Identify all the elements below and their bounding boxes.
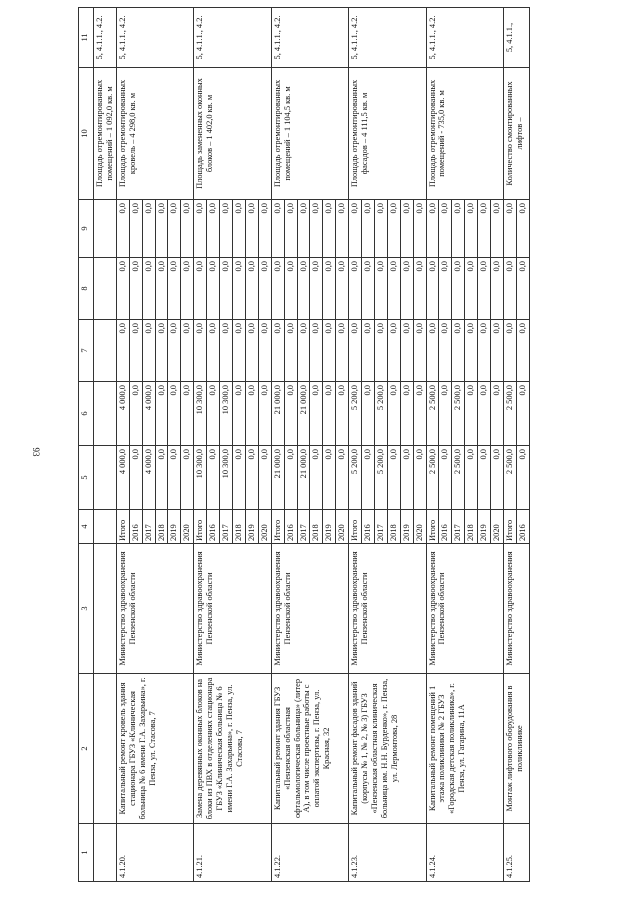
amount-cell: 0,0 xyxy=(168,446,181,510)
amount-cell: 0,0 xyxy=(245,320,258,382)
amount-cell: 0,0 xyxy=(323,320,336,382)
amount-cell: 0,0 xyxy=(452,200,465,258)
amount-cell: 0,0 xyxy=(516,446,529,510)
amount-cell: 0,0 xyxy=(413,200,426,258)
year-cell: 2019 xyxy=(245,510,258,544)
amount-cell: 0,0 xyxy=(245,200,258,258)
amount-cell: 0,0 xyxy=(362,446,375,510)
amount-cell: 4 000,0 xyxy=(116,446,129,510)
table-row xyxy=(504,8,517,882)
amount-cell: 0,0 xyxy=(258,200,271,258)
amount-cell: 0,0 xyxy=(129,382,142,446)
activity-number: 4.1.24. xyxy=(426,824,503,882)
amount-cell: 4 000,0 xyxy=(116,382,129,446)
amount-cell: 0,0 xyxy=(504,258,517,320)
year-cell: 2018 xyxy=(155,510,168,544)
amount-cell: 0,0 xyxy=(465,200,478,258)
amount-cell: 0,0 xyxy=(349,200,362,258)
amount-cell: 21 000,0 xyxy=(297,446,310,510)
amount-cell: 0,0 xyxy=(284,320,297,382)
amount-cell: 0,0 xyxy=(297,258,310,320)
activity-item-ref: 5, 4.1.1., 4.2. xyxy=(426,8,503,68)
amount-cell: 0,0 xyxy=(336,382,349,446)
amount-cell: 0,0 xyxy=(349,320,362,382)
amount-cell: 0,0 xyxy=(310,446,323,510)
amount-cell: 5 200,0 xyxy=(374,382,387,446)
year-cell: 2016 xyxy=(129,510,142,544)
amount-cell: 2 500,0 xyxy=(452,382,465,446)
amount-cell: 0,0 xyxy=(387,446,400,510)
amount-cell: 0,0 xyxy=(413,446,426,510)
amount-cell: 0,0 xyxy=(194,200,207,258)
year-cell: 2018 xyxy=(232,510,245,544)
col-number: 10 xyxy=(79,68,94,200)
amount-cell: 0,0 xyxy=(478,258,491,320)
activity-name: Капитальный ремонт кровель здания стационара ГБУЗ «Клиническая больница № 6 имени Г.А. Захарьина», г. Пенза, ул. Стасова, 7 xyxy=(116,674,193,824)
amount-cell: 0,0 xyxy=(155,200,168,258)
amount-cell: 0,0 xyxy=(387,200,400,258)
year-cell: 2019 xyxy=(168,510,181,544)
col-number: 1 xyxy=(79,824,94,882)
table-row xyxy=(116,8,129,882)
rotated-page xyxy=(70,0,630,905)
amount-cell: 0,0 xyxy=(258,382,271,446)
amount-cell: 0,0 xyxy=(439,446,452,510)
activity-name: Монтаж лифтового оборудования в поликлинике xyxy=(504,674,530,824)
amount-cell: 0,0 xyxy=(220,320,233,382)
amount-cell: 0,0 xyxy=(465,382,478,446)
amount-cell: 0,0 xyxy=(374,200,387,258)
amount-cell: 0,0 xyxy=(491,446,504,510)
amount-cell: 2 500,0 xyxy=(452,446,465,510)
amount-cell: 0,0 xyxy=(516,200,529,258)
amount-cell: 0,0 xyxy=(310,258,323,320)
amount-cell: 0,0 xyxy=(310,200,323,258)
amount-cell: 5 200,0 xyxy=(349,382,362,446)
amount-cell: 0,0 xyxy=(362,320,375,382)
col-number: 9 xyxy=(79,200,94,258)
amount-cell: 0,0 xyxy=(439,200,452,258)
year-cell: 2020 xyxy=(491,510,504,544)
amount-cell: 0,0 xyxy=(362,382,375,446)
activity-name: Капитальный ремонт помещений 1 этажа поликлиники № 2 ГБУЗ «Городская детская поликлиника», г. Пенза, ул. Гагарина, 11А xyxy=(426,674,503,824)
amount-cell: 0,0 xyxy=(271,200,284,258)
amount-cell: 0,0 xyxy=(426,258,439,320)
amount-cell: 0,0 xyxy=(491,320,504,382)
amount-cell: 0,0 xyxy=(400,200,413,258)
year-cell: 2020 xyxy=(181,510,194,544)
year-cell: 2016 xyxy=(439,510,452,544)
amount-cell: 0,0 xyxy=(232,258,245,320)
year-cell: 2016 xyxy=(284,510,297,544)
amount-cell: 0,0 xyxy=(336,258,349,320)
amount-cell: 0,0 xyxy=(336,446,349,510)
amount-cell: 0,0 xyxy=(116,258,129,320)
amount-cell: 0,0 xyxy=(207,320,220,382)
amount-cell: 0,0 xyxy=(207,446,220,510)
col-number: 8 xyxy=(79,258,94,320)
amount-cell: 0,0 xyxy=(194,258,207,320)
amount-cell: 0,0 xyxy=(194,320,207,382)
amount-cell: 0,0 xyxy=(400,382,413,446)
amount-cell: 0,0 xyxy=(220,200,233,258)
activity-number: 4.1.21. xyxy=(194,824,271,882)
col-number: 7 xyxy=(79,320,94,382)
activity-indicator: Площадь отремонтированных фасадов – 4 111,5 кв. м xyxy=(349,68,426,200)
amount-cell: 0,0 xyxy=(155,382,168,446)
amount-cell: 21 000,0 xyxy=(297,382,310,446)
amount-cell: 0,0 xyxy=(129,200,142,258)
amount-cell: 0,0 xyxy=(116,200,129,258)
amount-cell: 0,0 xyxy=(116,320,129,382)
amount-cell: 2 500,0 xyxy=(426,446,439,510)
activity-rows xyxy=(116,8,529,882)
amount-cell: 0,0 xyxy=(297,320,310,382)
amount-cell: 5 200,0 xyxy=(374,446,387,510)
activity-executor: Министерство здравоохранения Пензенской области xyxy=(116,544,193,674)
activity-item-ref: 5, 4.1.1., 4.2. xyxy=(194,8,271,68)
amount-cell: 0,0 xyxy=(400,446,413,510)
amount-cell: 21 000,0 xyxy=(271,446,284,510)
activity-indicator: Площадь отремонтированных помещений - 735,0 кв. м xyxy=(426,68,503,200)
amount-cell: 0,0 xyxy=(491,258,504,320)
year-cell: 2017 xyxy=(297,510,310,544)
activity-number: 4.1.25. xyxy=(504,824,530,882)
activity-executor: Министерство здравоохранения xyxy=(504,544,530,674)
amount-cell: 0,0 xyxy=(245,382,258,446)
amount-cell: 0,0 xyxy=(491,200,504,258)
continued-item-ref: 5, 4.1.1., 4.2. xyxy=(94,8,117,68)
year-cell: 2019 xyxy=(323,510,336,544)
amount-cell: 2 500,0 xyxy=(504,446,517,510)
amount-cell: 0,0 xyxy=(323,200,336,258)
activity-name: Капитальный ремонт фасадов зданий (корпусы № 1, № 2, № 3) ГБУЗ «Пензенская областная клиническая больница им. Н.Н. Бурденко», г. Пенза, ул. Лермонтова, 28 xyxy=(349,674,426,824)
col-number: 4 xyxy=(79,510,94,544)
amount-cell: 0,0 xyxy=(271,258,284,320)
activity-item-ref: 5, 4.1.1., 4.2. xyxy=(116,8,193,68)
table-row xyxy=(426,8,439,882)
amount-cell: 0,0 xyxy=(129,320,142,382)
amount-cell: 0,0 xyxy=(168,200,181,258)
amount-cell: 0,0 xyxy=(284,382,297,446)
amount-cell: 4 000,0 xyxy=(142,446,155,510)
amount-cell: 0,0 xyxy=(168,320,181,382)
rotated-content xyxy=(70,0,630,890)
amount-cell: 0,0 xyxy=(426,320,439,382)
year-cell: 2018 xyxy=(465,510,478,544)
amount-cell: 0,0 xyxy=(297,200,310,258)
amount-cell: 0,0 xyxy=(374,320,387,382)
amount-cell: 0,0 xyxy=(155,446,168,510)
year-cell: 2017 xyxy=(220,510,233,544)
amount-cell: 0,0 xyxy=(207,382,220,446)
activity-executor: Министерство здравоохранения Пензенской области xyxy=(426,544,503,674)
amount-cell: 0,0 xyxy=(478,382,491,446)
activity-item-ref: 5, 4.1.1., 4.2. xyxy=(271,8,348,68)
amount-cell: 0,0 xyxy=(387,382,400,446)
table-row xyxy=(194,8,207,882)
amount-cell: 0,0 xyxy=(387,258,400,320)
amount-cell: 0,0 xyxy=(258,258,271,320)
column-number-row xyxy=(79,8,94,882)
activity-indicator: Количество смонтированных лифтов – xyxy=(504,68,530,200)
amount-cell: 0,0 xyxy=(142,320,155,382)
amount-cell: 0,0 xyxy=(413,258,426,320)
amount-cell: 0,0 xyxy=(310,320,323,382)
activity-name: Капитальный ремонт здания ГБУЗ «Пензенская областная офтальмологическая больница» (литер А), в том числе проектные работы с оплатой экспертизы, г. Пенза, ул. Красная, 32 xyxy=(271,674,348,824)
amount-cell: 0,0 xyxy=(271,320,284,382)
amount-cell: 0,0 xyxy=(181,320,194,382)
amount-cell: 0,0 xyxy=(413,320,426,382)
amount-cell: 0,0 xyxy=(284,258,297,320)
year-cell: Итого xyxy=(349,510,362,544)
year-cell: 2017 xyxy=(142,510,155,544)
activity-executor: Министерство здравоохранения Пензенской области xyxy=(349,544,426,674)
amount-cell: 0,0 xyxy=(310,382,323,446)
amount-cell: 0,0 xyxy=(232,320,245,382)
year-cell: 2018 xyxy=(387,510,400,544)
amount-cell: 0,0 xyxy=(207,200,220,258)
year-cell: 2016 xyxy=(516,510,529,544)
year-cell: 2016 xyxy=(207,510,220,544)
amount-cell: 0,0 xyxy=(387,320,400,382)
amount-cell: 0,0 xyxy=(181,382,194,446)
amount-cell: 0,0 xyxy=(232,200,245,258)
amount-cell: 0,0 xyxy=(426,200,439,258)
year-cell: Итого xyxy=(116,510,129,544)
amount-cell: 0,0 xyxy=(323,258,336,320)
year-cell: 2020 xyxy=(336,510,349,544)
activity-number: 4.1.23. xyxy=(349,824,426,882)
amount-cell: 10 300,0 xyxy=(194,382,207,446)
amount-cell: 0,0 xyxy=(452,258,465,320)
amount-cell: 0,0 xyxy=(465,258,478,320)
amount-cell: 0,0 xyxy=(478,200,491,258)
year-cell: Итого xyxy=(271,510,284,544)
amount-cell: 10 300,0 xyxy=(220,446,233,510)
amount-cell: 0,0 xyxy=(220,258,233,320)
activity-number: 4.1.22. xyxy=(271,824,348,882)
col-number: 3 xyxy=(79,544,94,674)
amount-cell: 0,0 xyxy=(129,446,142,510)
amount-cell: 4 000,0 xyxy=(142,382,155,446)
amount-cell: 0,0 xyxy=(245,446,258,510)
amount-cell: 0,0 xyxy=(516,382,529,446)
year-cell: Итого xyxy=(426,510,439,544)
year-cell: 2020 xyxy=(258,510,271,544)
amount-cell: 0,0 xyxy=(465,446,478,510)
amount-cell: 5 200,0 xyxy=(349,446,362,510)
activity-indicator: Площадь отремонтированных помещений – 1 104,5 кв. м xyxy=(271,68,348,200)
amount-cell: 0,0 xyxy=(504,200,517,258)
amount-cell: 0,0 xyxy=(142,258,155,320)
page-number: 93 xyxy=(31,447,41,457)
amount-cell: 0,0 xyxy=(181,446,194,510)
activity-executor: Министерство здравоохранения Пензенской области xyxy=(194,544,271,674)
activity-number: 4.1.20. xyxy=(116,824,193,882)
amount-cell: 0,0 xyxy=(245,258,258,320)
amount-cell: 0,0 xyxy=(258,446,271,510)
year-cell: 2019 xyxy=(478,510,491,544)
program-activities-table xyxy=(78,7,530,882)
continued-row xyxy=(94,8,117,882)
col-number: 2 xyxy=(79,674,94,824)
activity-indicator: Площадь замененных оконных блоков – 1 402,0 кв. м xyxy=(194,68,271,200)
activity-indicator: Площадь отремонтированных кровель – 4 298,0 кв. м xyxy=(116,68,193,200)
year-cell: 2016 xyxy=(362,510,375,544)
continued-indicator: Площадь отремонтированных помещений – 1 092,0 кв. м xyxy=(94,68,117,200)
amount-cell: 0,0 xyxy=(491,382,504,446)
amount-cell: 0,0 xyxy=(516,320,529,382)
amount-cell: 0,0 xyxy=(504,320,517,382)
amount-cell: 2 500,0 xyxy=(426,382,439,446)
year-cell: 2018 xyxy=(310,510,323,544)
amount-cell: 0,0 xyxy=(284,200,297,258)
activity-item-ref: 5, 4.1.1., 4.2. xyxy=(349,8,426,68)
amount-cell: 0,0 xyxy=(516,258,529,320)
activity-name: Замена деревянных оконных блоков на блоки из ПВХ в отделениях стационара ГБУЗ «Клиническая больница № 6 имени Г.А. Захарьина», г. Пенза, ул. Стасова, 7 xyxy=(194,674,271,824)
amount-cell: 0,0 xyxy=(168,258,181,320)
amount-cell: 0,0 xyxy=(400,258,413,320)
amount-cell: 10 300,0 xyxy=(194,446,207,510)
amount-cell: 0,0 xyxy=(323,382,336,446)
amount-cell: 0,0 xyxy=(181,200,194,258)
amount-cell: 0,0 xyxy=(129,258,142,320)
amount-cell: 0,0 xyxy=(155,320,168,382)
amount-cell: 0,0 xyxy=(207,258,220,320)
amount-cell: 0,0 xyxy=(478,320,491,382)
amount-cell: 0,0 xyxy=(336,320,349,382)
amount-cell: 0,0 xyxy=(168,382,181,446)
year-cell: Итого xyxy=(194,510,207,544)
col-number: 6 xyxy=(79,382,94,446)
amount-cell: 0,0 xyxy=(362,200,375,258)
year-cell: 2017 xyxy=(374,510,387,544)
amount-cell: 0,0 xyxy=(374,258,387,320)
amount-cell: 0,0 xyxy=(439,382,452,446)
amount-cell: 21 000,0 xyxy=(271,382,284,446)
amount-cell: 0,0 xyxy=(284,446,297,510)
amount-cell: 0,0 xyxy=(349,258,362,320)
amount-cell: 0,0 xyxy=(400,320,413,382)
table-row xyxy=(349,8,362,882)
year-cell: 2020 xyxy=(413,510,426,544)
amount-cell: 0,0 xyxy=(232,446,245,510)
activity-item-ref: 5, 4.1.1., xyxy=(504,8,530,68)
amount-cell: 0,0 xyxy=(142,200,155,258)
amount-cell: 0,0 xyxy=(439,258,452,320)
amount-cell: 0,0 xyxy=(181,258,194,320)
amount-cell: 0,0 xyxy=(413,382,426,446)
year-cell: 2019 xyxy=(400,510,413,544)
amount-cell: 0,0 xyxy=(439,320,452,382)
amount-cell: 0,0 xyxy=(478,446,491,510)
year-cell: 2017 xyxy=(452,510,465,544)
col-number: 5 xyxy=(79,446,94,510)
table-row xyxy=(271,8,284,882)
amount-cell: 0,0 xyxy=(336,200,349,258)
amount-cell: 10 300,0 xyxy=(220,382,233,446)
activity-executor: Министерство здравоохранения Пензенской области xyxy=(271,544,348,674)
year-cell: Итого xyxy=(504,510,517,544)
amount-cell: 0,0 xyxy=(232,382,245,446)
col-number: 11 xyxy=(79,8,94,68)
amount-cell: 0,0 xyxy=(465,320,478,382)
amount-cell: 0,0 xyxy=(323,446,336,510)
amount-cell: 0,0 xyxy=(452,320,465,382)
amount-cell: 0,0 xyxy=(362,258,375,320)
amount-cell: 0,0 xyxy=(258,320,271,382)
amount-cell: 0,0 xyxy=(155,258,168,320)
amount-cell: 2 500,0 xyxy=(504,382,517,446)
